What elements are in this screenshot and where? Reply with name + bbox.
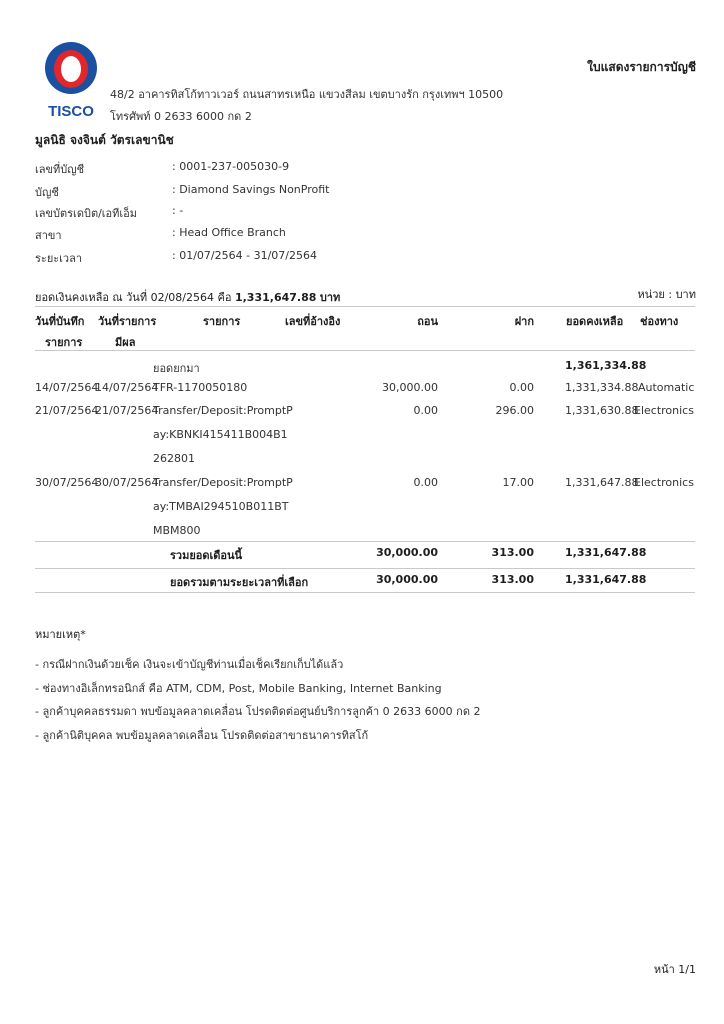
row-balance: 1,331,647.88 <box>565 476 639 489</box>
account-type-value: : Diamond Savings NonProfit <box>172 183 330 196</box>
deposit-amount: 296.00 <box>495 404 534 417</box>
notes-title: หมายเหตุ* <box>35 628 86 641</box>
balance-date: 02/08/2564 <box>150 291 214 304</box>
effective-date: 30/07/2564 <box>95 476 159 489</box>
record-date: 30/07/2564 <box>35 476 99 489</box>
balance-summary <box>35 288 340 306</box>
withdraw-amount: 30,000.00 <box>382 381 438 394</box>
description: ay:TMBAI294510B011BT <box>153 500 289 513</box>
divider <box>35 350 695 351</box>
balance-currency: บาท <box>319 291 341 304</box>
branch-label: สาขา <box>35 229 62 242</box>
period-total-deposit: 313.00 <box>491 573 534 586</box>
deposit-amount: 17.00 <box>502 476 534 489</box>
col-deposit: ฝาก <box>514 315 534 328</box>
channel: Automatic <box>638 381 695 394</box>
col-withdraw: ถอน <box>417 315 438 328</box>
description: ay:KBNKI415411B004B1 <box>153 428 288 441</box>
description: MBM800 <box>153 524 201 537</box>
period-value: : 01/07/2564 - 31/07/2564 <box>172 249 317 262</box>
period-total-withdraw: 30,000.00 <box>376 573 438 586</box>
effective-date: 14/07/2564 <box>95 381 159 394</box>
month-total-label: รวมยอดเดือนนี้ <box>170 549 243 562</box>
month-total-withdraw: 30,000.00 <box>376 546 438 559</box>
account-type-label: บัญชี <box>35 186 59 199</box>
document-title: ใบแสดงรายการบัญชี <box>587 60 696 74</box>
col-reference: เลขที่อ้างอิง <box>285 315 341 328</box>
channel: Electronics <box>634 404 694 417</box>
record-date: 21/07/2564 <box>35 404 99 417</box>
row-balance: 1,331,334.88 <box>565 381 639 394</box>
balance-is: คือ <box>217 291 232 304</box>
channel: Electronics <box>634 476 694 489</box>
bank-address: 48/2 อาคารทิสโก้ทาวเวอร์ ถนนสาทรเหนือ แขวงสีลม เขตบางรัก กรุงเทพฯ 10500 <box>110 88 504 101</box>
card-number-value: : - <box>172 204 184 217</box>
row-balance: 1,331,630.88 <box>565 404 639 417</box>
card-number-label: เลขบัตรเดบิต/เอทีเอ็ม <box>35 207 138 220</box>
description: TFR-1170050180 <box>153 381 248 394</box>
branch-value: : Head Office Branch <box>172 226 286 239</box>
col-channel: ช่องทาง <box>640 315 679 328</box>
balance-amount: 1,331,647.88 <box>234 291 317 304</box>
description: 262801 <box>153 452 195 465</box>
divider <box>35 541 695 542</box>
withdraw-amount: 0.00 <box>413 404 438 417</box>
withdraw-amount: 0.00 <box>413 476 438 489</box>
account-number-label: เลขที่บัญชี <box>35 163 85 176</box>
bank-phone: โทรศัพท์ 0 2633 6000 กด 2 <box>110 110 252 123</box>
brought-forward-label: ยอดยกมา <box>153 362 200 375</box>
balance-label: ยอดเงินคงเหลือ ณ วันที่ <box>35 291 148 304</box>
col-record-date-1: วันที่บันทึก <box>35 315 85 328</box>
note-item: - กรณีฝากเงินด้วยเช็ค เงินจะเข้าบัญชีท่านเมื่อเช็คเรียกเก็บได้แล้ว <box>35 658 344 671</box>
note-item: - ช่องทางอิเล็กทรอนิกส์ คือ ATM, CDM, Post, Mobile Banking, Internet Banking <box>35 682 442 695</box>
account-number-value: : 0001-237-005030-9 <box>172 160 290 173</box>
description: Transfer/Deposit:PromptP <box>153 404 293 417</box>
month-total-deposit: 313.00 <box>491 546 534 559</box>
effective-date: 21/07/2564 <box>95 404 159 417</box>
deposit-amount: 0.00 <box>509 381 534 394</box>
logo-text: TISCO <box>48 103 94 120</box>
col-description: รายการ <box>203 315 241 328</box>
col-balance: ยอดคงเหลือ <box>566 315 624 328</box>
note-item: - ลูกค้าบุคคลธรรมดา พบข้อมูลคลาดเคลื่อน โปรดติดต่อศูนย์บริการลูกค้า 0 2633 6000 กด 2 <box>35 705 481 718</box>
brought-forward-balance: 1,361,334.88 <box>565 359 647 372</box>
divider <box>35 306 695 307</box>
description: Transfer/Deposit:PromptP <box>153 476 293 489</box>
tisco-logo-icon <box>40 40 102 120</box>
period-label: ระยะเวลา <box>35 252 83 265</box>
note-item: - ลูกค้านิติบุคคล พบข้อมูลคลาดเคลื่อน โปรดติดต่อสาขาธนาคารทิสโก้ <box>35 729 369 742</box>
period-total-balance: 1,331,647.88 <box>565 573 647 586</box>
col-effective-date-1: วันที่รายการ <box>98 315 157 328</box>
month-total-balance: 1,331,647.88 <box>565 546 647 559</box>
period-total-label: ยอดรวมตามระยะเวลาที่เลือก <box>170 576 309 589</box>
page-number: หน้า 1/1 <box>653 963 696 976</box>
tisco-logo <box>40 40 102 120</box>
account-holder-name: มูลนิธิ จงจินต์ วัตรเลขานิช <box>35 133 174 147</box>
divider <box>35 592 695 593</box>
unit-label: หน่วย : บาท <box>637 288 696 301</box>
record-date: 14/07/2564 <box>35 381 99 394</box>
col-record-date-2: รายการ <box>45 336 83 349</box>
divider <box>35 568 695 569</box>
col-effective-date-2: มีผล <box>115 336 136 349</box>
